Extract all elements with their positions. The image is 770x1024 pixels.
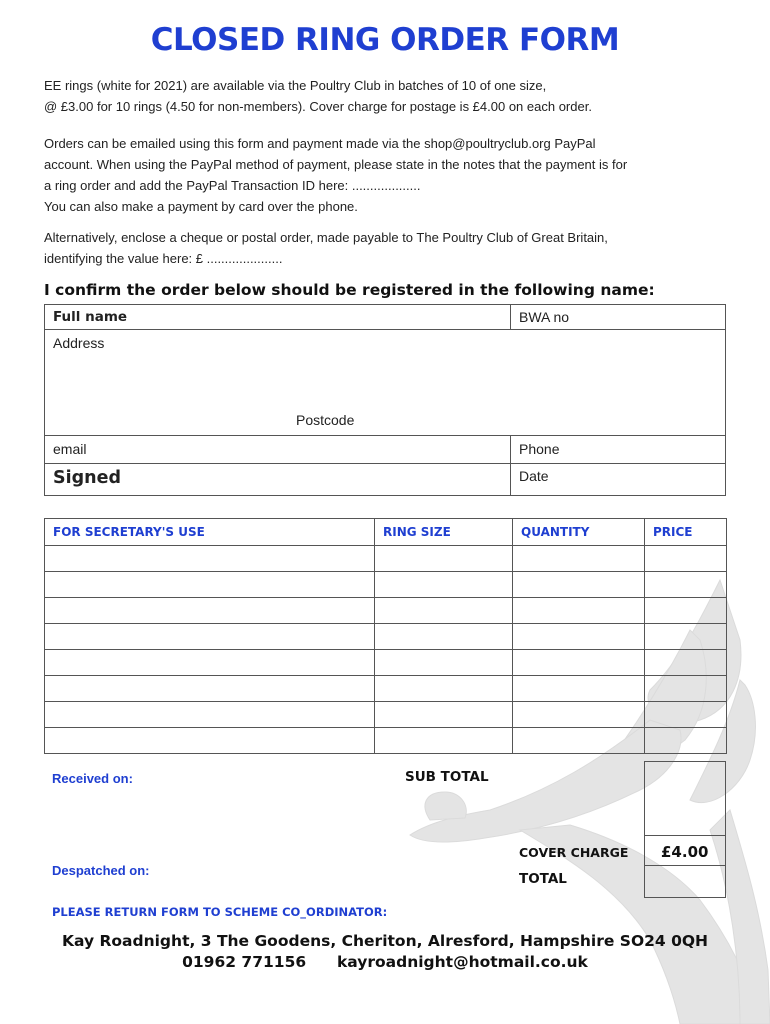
table-cell[interactable] xyxy=(375,598,513,624)
intro-paragraph xyxy=(44,75,744,117)
form-title: CLOSED RING ORDER FORM xyxy=(150,22,620,58)
table-cell[interactable] xyxy=(375,572,513,598)
email-paragraph xyxy=(44,133,744,217)
table-row xyxy=(45,728,727,754)
table-cell[interactable] xyxy=(45,676,375,702)
coordinator-contact xyxy=(0,953,770,971)
table-cell[interactable] xyxy=(375,676,513,702)
table-cell[interactable] xyxy=(45,624,375,650)
table-row xyxy=(45,572,727,598)
secretary-table-header xyxy=(45,519,727,546)
full-name-label: Full name xyxy=(53,309,128,325)
full-name-field[interactable] xyxy=(44,304,511,330)
table-cell[interactable] xyxy=(645,624,727,650)
date-field[interactable] xyxy=(510,463,726,496)
table-cell[interactable] xyxy=(375,702,513,728)
sub-total-value-box[interactable] xyxy=(644,761,726,836)
email-line: Orders can be emailed using this form and payment made via the shop@poultryclub.org PayPal xyxy=(44,136,596,151)
table-row xyxy=(45,650,727,676)
secretary-table xyxy=(44,518,727,754)
cover-charge-label: COVER CHARGE xyxy=(519,845,629,860)
table-cell[interactable] xyxy=(45,650,375,676)
total-value-box[interactable] xyxy=(644,865,726,898)
table-cell[interactable] xyxy=(645,572,727,598)
intro-line: EE rings (white for 2021) are available via the Poultry Club in batches of 10 of one size, xyxy=(44,78,547,93)
despatched-on-label: Despatched on: xyxy=(52,863,150,878)
table-row xyxy=(45,676,727,702)
col-header-ring-size: RING SIZE xyxy=(375,519,513,546)
table-cell[interactable] xyxy=(45,702,375,728)
email-label: email xyxy=(53,441,87,457)
bwa-no-field[interactable] xyxy=(510,304,726,330)
col-header-quantity: QUANTITY xyxy=(513,519,645,546)
phone-label: Phone xyxy=(519,441,560,457)
table-row xyxy=(45,598,727,624)
total-label: TOTAL xyxy=(519,871,567,887)
coordinator-phone: 01962 771156 xyxy=(182,953,307,971)
postcode-label: Postcode xyxy=(296,412,355,428)
table-cell[interactable] xyxy=(513,650,645,676)
email-field[interactable] xyxy=(44,435,511,464)
return-form-label: PLEASE RETURN FORM TO SCHEME CO_ORDINATOR: xyxy=(52,905,388,919)
table-cell[interactable] xyxy=(45,728,375,754)
cheque-line: identifying the value here: £ ..................... xyxy=(44,251,283,266)
email-line: account. When using the PayPal method of payment, please state in the notes that the payment is for xyxy=(44,157,628,172)
table-cell[interactable] xyxy=(645,650,727,676)
table-cell[interactable] xyxy=(645,702,727,728)
table-row xyxy=(45,624,727,650)
table-cell[interactable] xyxy=(513,702,645,728)
address-label: Address xyxy=(53,335,105,351)
date-label: Date xyxy=(519,468,549,484)
table-cell[interactable] xyxy=(513,728,645,754)
table-cell[interactable] xyxy=(513,624,645,650)
coordinator-address: Kay Roadnight, 3 The Goodens, Cheriton, Alresford, Hampshire SO24 0QH xyxy=(61,932,709,950)
intro-line: @ £3.00 for 10 rings (4.50 for non-members). Cover charge for postage is £4.00 on each order. xyxy=(44,99,592,114)
table-cell[interactable] xyxy=(645,546,727,572)
cover-charge-value-box xyxy=(644,835,726,866)
table-cell[interactable] xyxy=(45,598,375,624)
bwa-no-label: BWA no xyxy=(519,309,570,325)
coordinator-email[interactable]: kayroadnight@hotmail.co.uk xyxy=(336,953,588,971)
email-line: You can also make a payment by card over the phone. xyxy=(44,199,358,214)
cheque-line: Alternatively, enclose a cheque or postal order, made payable to The Poultry Club of Great Britain, xyxy=(44,230,608,245)
table-cell[interactable] xyxy=(375,624,513,650)
col-header-price: PRICE xyxy=(645,519,727,546)
table-cell[interactable] xyxy=(645,728,727,754)
cheque-paragraph xyxy=(44,227,744,269)
address-field[interactable] xyxy=(44,329,726,436)
table-cell[interactable] xyxy=(513,572,645,598)
table-cell[interactable] xyxy=(45,572,375,598)
table-cell[interactable] xyxy=(645,598,727,624)
table-cell[interactable] xyxy=(513,598,645,624)
table-cell[interactable] xyxy=(375,650,513,676)
table-cell[interactable] xyxy=(645,676,727,702)
sub-total-label: SUB TOTAL xyxy=(405,769,489,785)
col-header-secretary: FOR SECRETARY'S USE xyxy=(45,519,375,546)
signed-field[interactable] xyxy=(44,463,511,496)
table-row xyxy=(45,702,727,728)
table-cell[interactable] xyxy=(513,676,645,702)
received-on-label: Received on: xyxy=(52,771,133,786)
phone-field[interactable] xyxy=(510,435,726,464)
table-cell[interactable] xyxy=(375,728,513,754)
table-cell[interactable] xyxy=(45,546,375,572)
table-row xyxy=(45,546,727,572)
email-line: a ring order and add the PayPal Transaction ID here: ................... xyxy=(44,178,421,193)
table-cell[interactable] xyxy=(375,546,513,572)
cover-charge-value: £4.00 xyxy=(661,843,709,861)
signed-label: Signed xyxy=(53,468,121,488)
confirm-heading: I confirm the order below should be registered in the following name: xyxy=(44,281,655,299)
table-cell[interactable] xyxy=(513,546,645,572)
